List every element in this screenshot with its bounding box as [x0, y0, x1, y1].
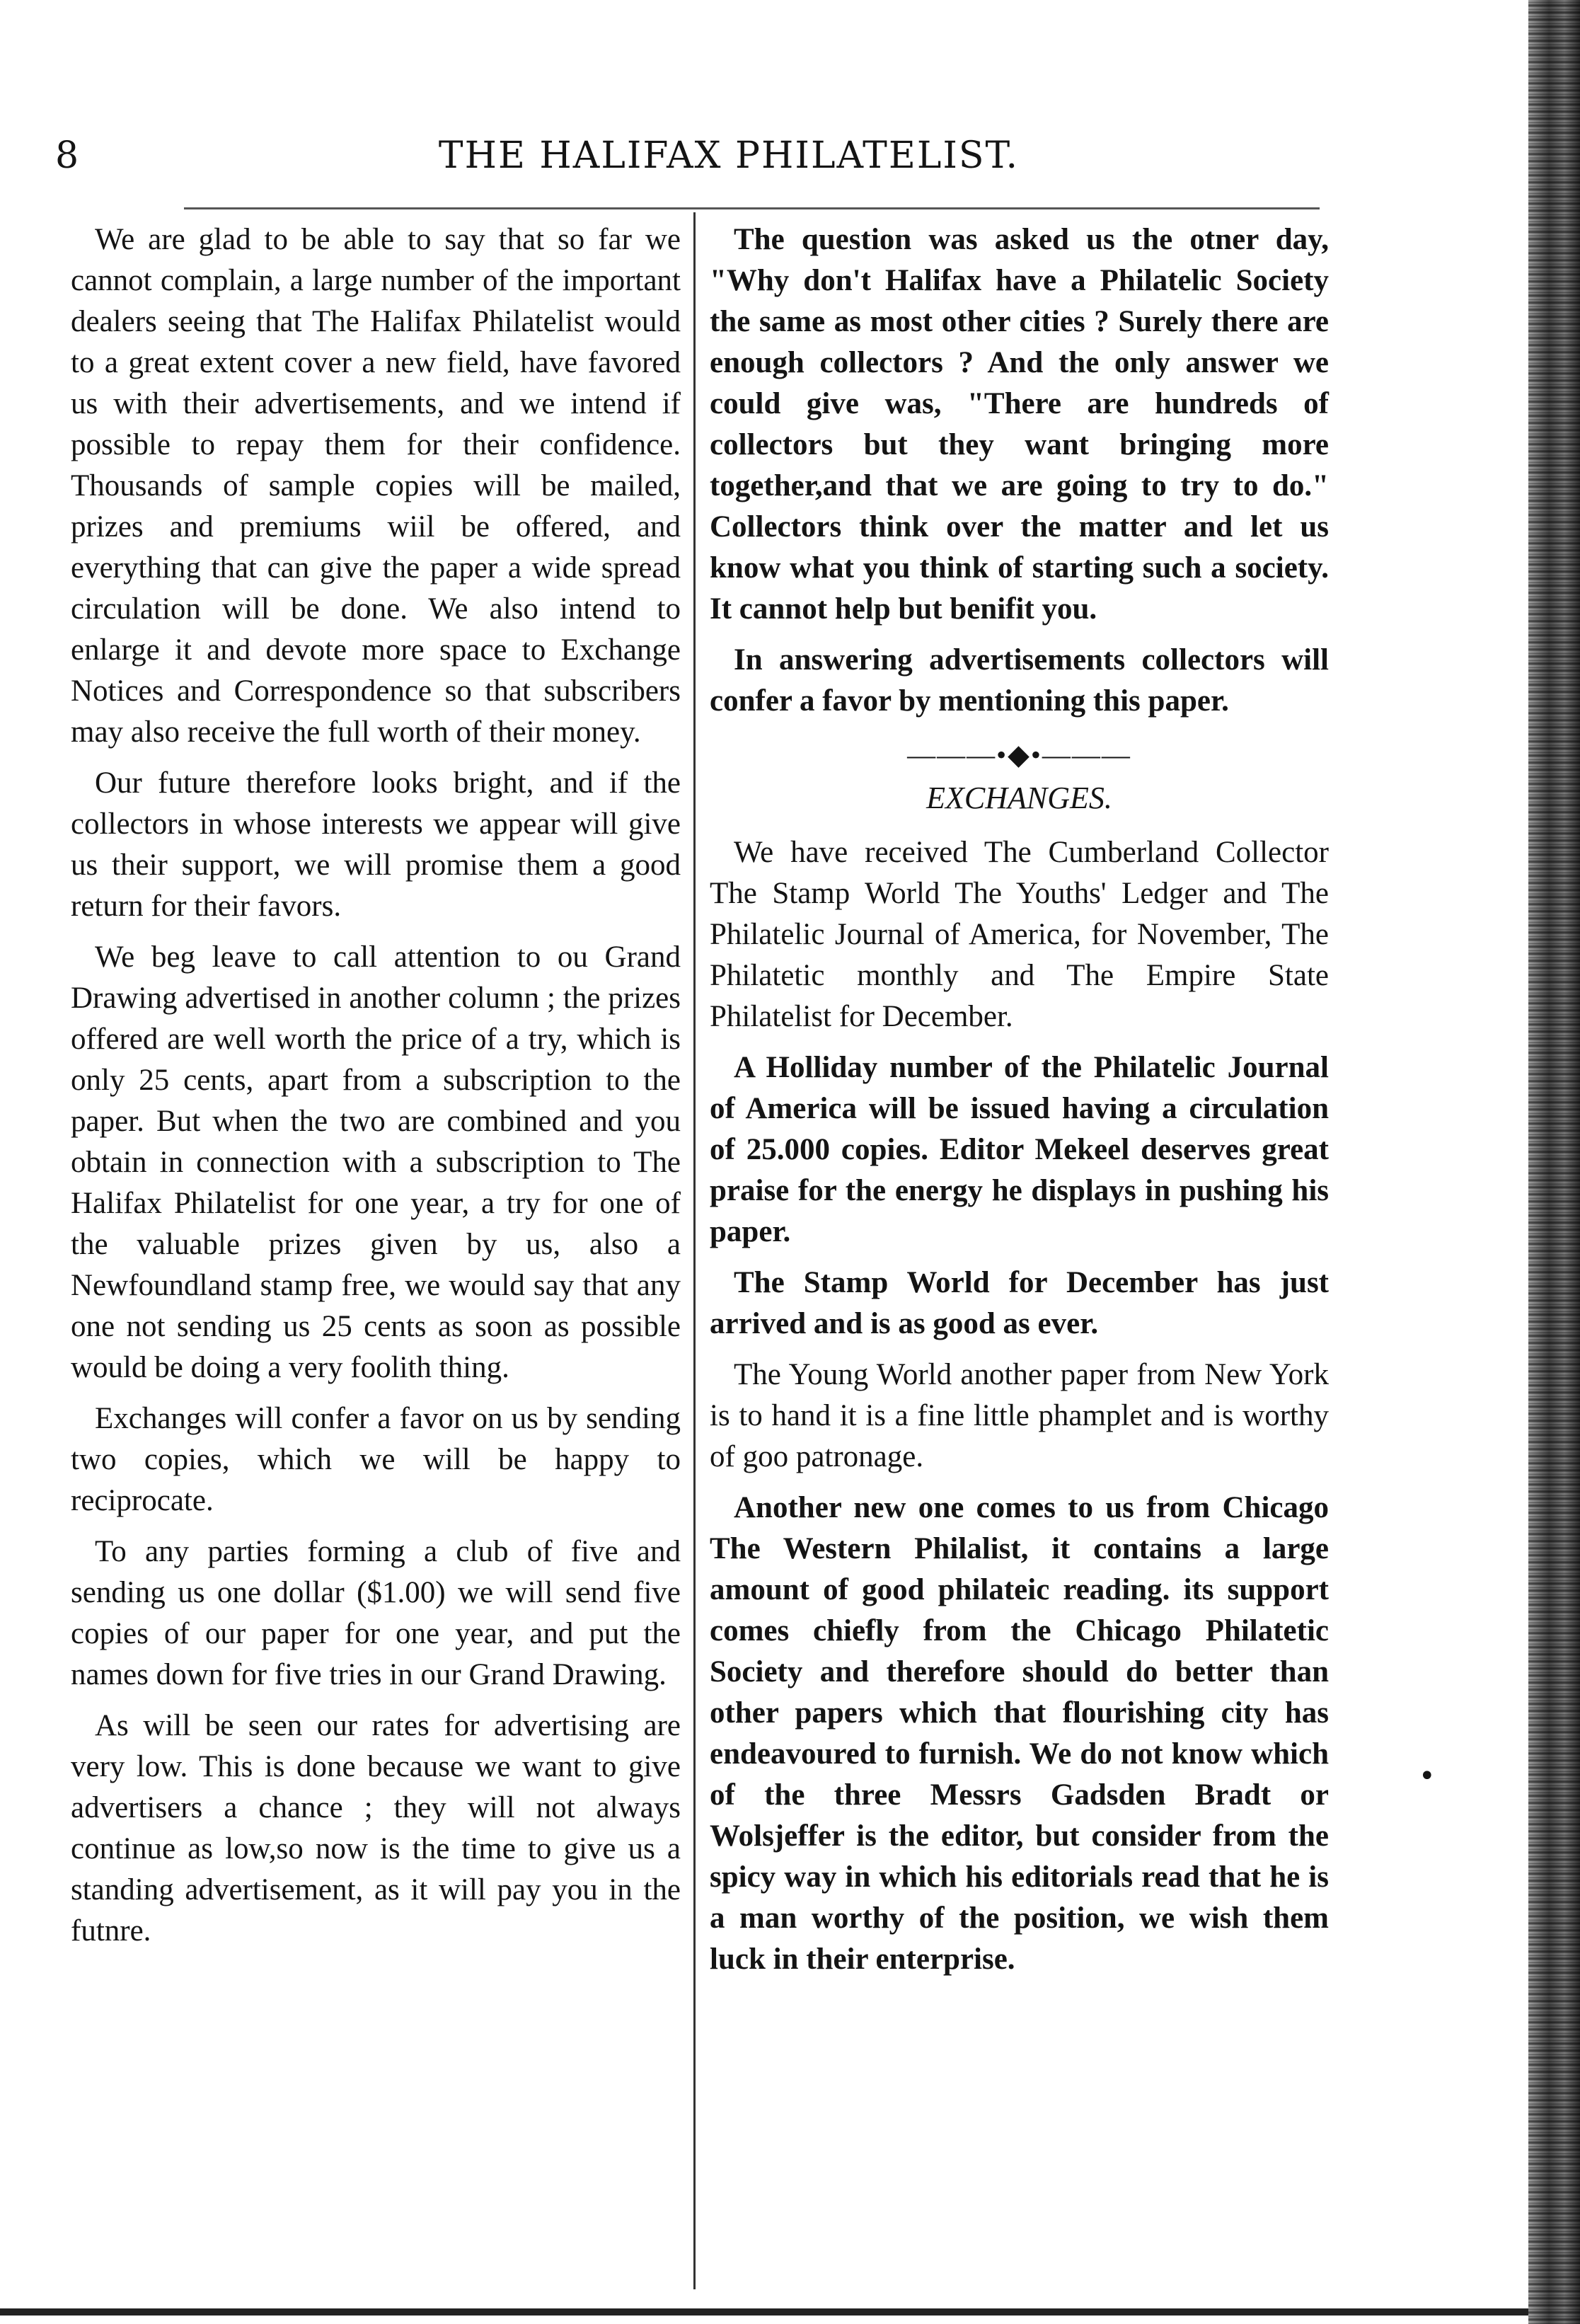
ink-mark: • [1419, 1760, 1436, 1793]
page-number: 8 [55, 134, 79, 177]
paragraph-answering-ads: In answering advertisements collectors will confer a favor by mentioning this paper. [710, 643, 1329, 718]
column-divider [693, 212, 696, 2289]
paragraph-exchanges-request: Exchanges will confer a favor on us by sending two copies, which we will be happy to reciprocate. [71, 1402, 681, 1517]
paragraph-intro: We are glad to be able to say that so far we cannot complain, a large number of the important dealers seeing that The Halifax Philatelist would to a great extent cover a new field, have favored us with their advertisements, and we intend if possible to repay them for their confidence. Thousands of sample copies will be mailed, prizes and premiums wiil be offered, and everything that can give the paper a wide spread circulation will be done. We also intend to enlarge it and devote more space to Exchange Notices and Correspondence so that subscribers may also receive the full worth of their money. [71, 223, 681, 749]
paragraph-society-question: The question was asked us the otner day, "Why don't Halifax have a Philatelic Society the same as most other cities ? Surely there are enough collectors ? And the only answer we could give was, "There are hundreds of collectors but they want bringing more together,and that we are going to try to do." Collectors think over the matter and let us know what you think of starting such a society. It cannot help but benifit you. [710, 223, 1329, 626]
right-column [710, 219, 1329, 1990]
paragraph-stamp-world: The Stamp World for December has just arrived and is as good as ever. [710, 1266, 1329, 1340]
paragraph-holliday-number: A Holliday number of the Philatelic Journal of America will be issued having a circulation of 25.000 copies. Editor Mekeel deserves great praise for the energy he displays in pushing his paper. [710, 1051, 1329, 1248]
paragraph-future: Our future therefore looks bright, and if the collectors in whose interests we appear will give us their support, we will promise them a good return for their favors. [71, 766, 681, 923]
page-title: THE HALIFAX PHILATELIST. [438, 134, 1020, 177]
paragraph-club-offer: To any parties forming a club of five and sending us one dollar ($1.00) we will send five copies of our paper for one year, and put the names down for five tries in our Grand Drawing. [71, 1535, 681, 1691]
bottom-rule [0, 2308, 1528, 2316]
section-ornament: ———•◆•——— [907, 739, 1131, 771]
paragraph-young-world: The Young World another paper from New York is to hand it is a fine little phamplet and is worthy of goo patronage. [710, 1358, 1329, 1473]
left-column [71, 219, 681, 1962]
paragraph-received-papers: We have received The Cumberland Collector The Stamp World The Youths' Ledger and The Philatelic Journal of America, for November, The Philatetic monthly and The Empire State Philatelist for December. [710, 836, 1329, 1033]
paragraph-grand-drawing: We beg leave to call attention to ou Grand Drawing advertised in another column ; the prizes offered are well worth the price of a try, which is only 25 cents, apart from a subscription to the paper. But when the two are combined and you obtain in connection with a subscription to The Halifax Philatelist for one year, a try for one of the valuable prizes given by us, also a Newfoundland stamp free, we would say that any one not sending us 25 cents as soon as possible would be doing a very foolith thing. [71, 940, 681, 1384]
header-rule [184, 207, 1320, 209]
page-edge-scan-shadow [1528, 0, 1580, 2324]
section-heading-exchanges: EXCHANGES. [926, 781, 1112, 815]
paragraph-western-philalist: Another new one comes to us from Chicago The Western Philalist, it contains a large amount of good philateic reading. its support comes chiefly from the Chicago Philatetic Society and therefore should do better than other papers which that flourishing city has endeavoured to furnish. We do not know which of the three Messrs Gadsden Bradt or Wolsjeffer is the editor, but consider from the spicy way in which his editorials read that he is a man worthy of the position, we wish them luck in their enterprise. [710, 1491, 1329, 1976]
paragraph-advertising-rates: As will be seen our rates for advertising are very low. This is done because we want to give advertisers a chance ; they will not always continue as low,so now is the time to give us a standing advertisement, as it will pay you in the futnre. [71, 1709, 681, 1948]
